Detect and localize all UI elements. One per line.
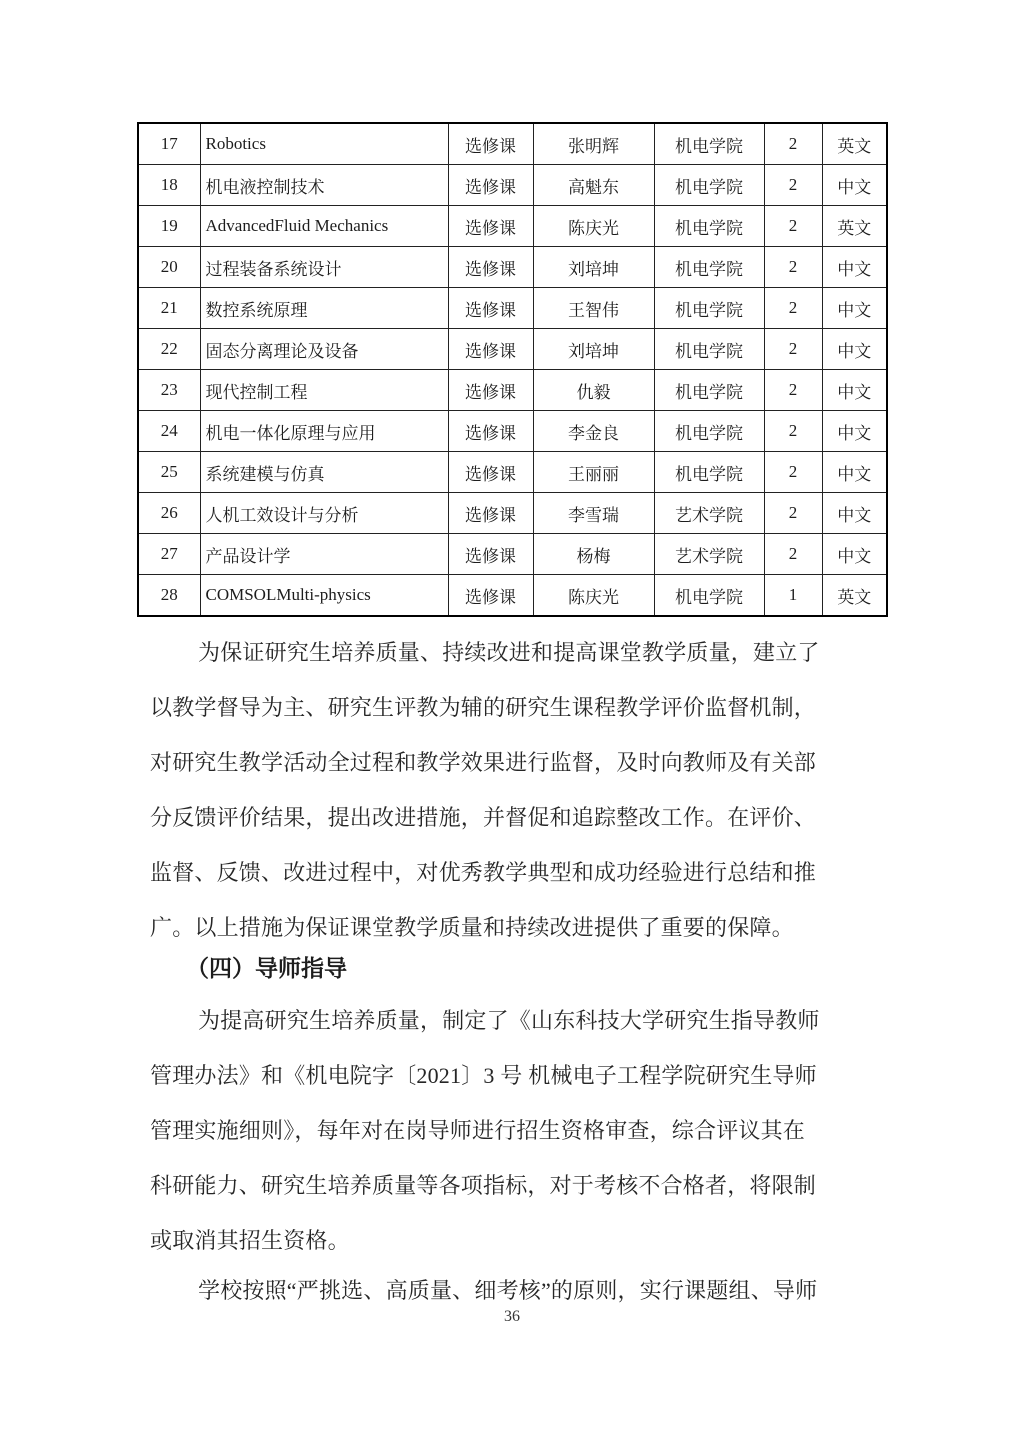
text-line: 为保证研究生培养质量、持续改进和提高课堂教学质量，建立了 [198, 640, 820, 665]
table-cell-college: 机电学院 [654, 288, 764, 329]
table-cell-course_type: 选修课 [448, 329, 533, 370]
table-cell-index: 25 [138, 452, 200, 493]
table-cell-course_type: 选修课 [448, 534, 533, 575]
table-cell-teacher: 高魁东 [533, 165, 654, 206]
text-line: 以教学督导为主、研究生评教为辅的研究生课程教学评价监督机制， [150, 695, 817, 720]
table-row [138, 123, 887, 165]
table-cell-teacher: 王智伟 [533, 288, 654, 329]
table-cell-college: 机电学院 [654, 165, 764, 206]
table-cell-credits: 2 [764, 123, 822, 165]
table-row [138, 452, 887, 493]
table-cell-language: 中文 [822, 411, 887, 452]
table-cell-course_name: 固态分离理论及设备 [200, 329, 448, 370]
table-cell-course_name: 系统建模与仿真 [200, 452, 448, 493]
text-line: 广。以上措施为保证课堂教学质量和持续改进提供了重要的保障。 [150, 915, 794, 940]
table-cell-credits: 1 [764, 575, 822, 617]
table-cell-college: 机电学院 [654, 329, 764, 370]
table-cell-credits: 2 [764, 247, 822, 288]
table-cell-course_name: AdvancedFluid Mechanics [200, 206, 448, 247]
table-cell-college: 机电学院 [654, 370, 764, 411]
table-cell-language: 中文 [822, 165, 887, 206]
table-cell-credits: 2 [764, 165, 822, 206]
table-cell-college: 机电学院 [654, 411, 764, 452]
text-line: 学校按照“严挑选、高质量、细考核”的原则，实行课题组、导师 [198, 1278, 818, 1303]
table-cell-index: 23 [138, 370, 200, 411]
table-cell-college: 机电学院 [654, 123, 764, 165]
text-line: 分反馈评价结果，提出改进措施，并督促和追踪整改工作。在评价、 [150, 805, 817, 830]
table-cell-index: 22 [138, 329, 200, 370]
table-cell-college: 艺术学院 [654, 534, 764, 575]
table-cell-course_type: 选修课 [448, 575, 533, 617]
table-row [138, 493, 887, 534]
table-cell-credits: 2 [764, 370, 822, 411]
table-cell-index: 20 [138, 247, 200, 288]
table-cell-index: 18 [138, 165, 200, 206]
table-cell-course_name: Robotics [200, 123, 448, 165]
table-cell-teacher: 李雪瑞 [533, 493, 654, 534]
table-cell-credits: 2 [764, 534, 822, 575]
page-number: 36 [504, 1308, 520, 1325]
table-cell-index: 26 [138, 493, 200, 534]
table-cell-course_name: 人机工效设计与分析 [200, 493, 448, 534]
table-cell-course_type: 选修课 [448, 370, 533, 411]
table-cell-course_name: 过程装备系统设计 [200, 247, 448, 288]
table-cell-course_type: 选修课 [448, 411, 533, 452]
table-cell-teacher: 陈庆光 [533, 575, 654, 617]
table-cell-credits: 2 [764, 452, 822, 493]
table-cell-teacher: 刘培坤 [533, 329, 654, 370]
table-cell-language: 中文 [822, 493, 887, 534]
section-heading-supervisor-guidance: （四）导师指导 [186, 955, 347, 981]
table-cell-course_type: 选修课 [448, 165, 533, 206]
text-line: 为提高研究生培养质量，制定了《山东科技大学研究生指导教师 [198, 1008, 820, 1033]
table-cell-index: 17 [138, 123, 200, 165]
table-cell-teacher: 王丽丽 [533, 452, 654, 493]
table-cell-course_type: 选修课 [448, 452, 533, 493]
table-cell-course_name: 机电一体化原理与应用 [200, 411, 448, 452]
table-cell-college: 机电学院 [654, 575, 764, 617]
text-line: 科研能力、研究生培养质量等各项指标，对于考核不合格者，将限制 [150, 1173, 817, 1198]
table-cell-teacher: 陈庆光 [533, 206, 654, 247]
table-cell-teacher: 李金良 [533, 411, 654, 452]
text-line: 对研究生教学活动全过程和教学效果进行监督，及时向教师及有关部 [150, 750, 817, 775]
table-cell-language: 中文 [822, 288, 887, 329]
table-cell-teacher: 仇毅 [533, 370, 654, 411]
table-cell-college: 机电学院 [654, 247, 764, 288]
table-cell-index: 21 [138, 288, 200, 329]
table-cell-teacher: 杨梅 [533, 534, 654, 575]
paragraph-supervisor-management [150, 993, 880, 1268]
table-cell-teacher: 刘培坤 [533, 247, 654, 288]
table-cell-index: 28 [138, 575, 200, 617]
table-cell-college: 机电学院 [654, 452, 764, 493]
table-cell-language: 中文 [822, 370, 887, 411]
table-cell-course_type: 选修课 [448, 206, 533, 247]
table-row [138, 575, 887, 617]
text-line: 或取消其招生资格。 [150, 1228, 350, 1253]
table-cell-course_type: 选修课 [448, 247, 533, 288]
table-cell-course_name: 数控系统原理 [200, 288, 448, 329]
table-cell-index: 27 [138, 534, 200, 575]
table-cell-language: 中文 [822, 534, 887, 575]
table-cell-course_type: 选修课 [448, 493, 533, 534]
text-line: 管理办法》和《机电院字〔2021〕3 号 机械电子工程学院研究生导师 [150, 1063, 817, 1088]
paragraph-teaching-quality [150, 625, 880, 955]
table-cell-language: 中文 [822, 247, 887, 288]
table-cell-course_name: 机电液控制技术 [200, 165, 448, 206]
table-cell-credits: 2 [764, 493, 822, 534]
table-cell-index: 24 [138, 411, 200, 452]
table-cell-language: 中文 [822, 452, 887, 493]
course-table-body [138, 123, 887, 616]
table-row [138, 247, 887, 288]
table-row [138, 206, 887, 247]
table-cell-course_name: 产品设计学 [200, 534, 448, 575]
table-cell-credits: 2 [764, 411, 822, 452]
table-cell-course_name: 现代控制工程 [200, 370, 448, 411]
table-row [138, 370, 887, 411]
table-cell-course_type: 选修课 [448, 123, 533, 165]
table-cell-course_name: COMSOLMulti-physics [200, 575, 448, 617]
text-line: 监督、反馈、改进过程中，对优秀教学典型和成功经验进行总结和推 [150, 860, 817, 885]
table-cell-credits: 2 [764, 288, 822, 329]
table-cell-college: 艺术学院 [654, 493, 764, 534]
table-cell-index: 19 [138, 206, 200, 247]
table-row [138, 411, 887, 452]
table-row [138, 534, 887, 575]
table-cell-college: 机电学院 [654, 206, 764, 247]
course-table [137, 122, 888, 617]
table-cell-language: 英文 [822, 123, 887, 165]
table-cell-credits: 2 [764, 206, 822, 247]
table-cell-language: 英文 [822, 206, 887, 247]
table-cell-course_type: 选修课 [448, 288, 533, 329]
text-line: 管理实施细则》，每年对在岗导师进行招生资格审查，综合评议其在 [150, 1118, 806, 1143]
table-row [138, 329, 887, 370]
table-row [138, 288, 887, 329]
table-cell-credits: 2 [764, 329, 822, 370]
table-row [138, 165, 887, 206]
table-cell-language: 中文 [822, 329, 887, 370]
table-cell-teacher: 张明辉 [533, 123, 654, 165]
table-cell-language: 英文 [822, 575, 887, 617]
